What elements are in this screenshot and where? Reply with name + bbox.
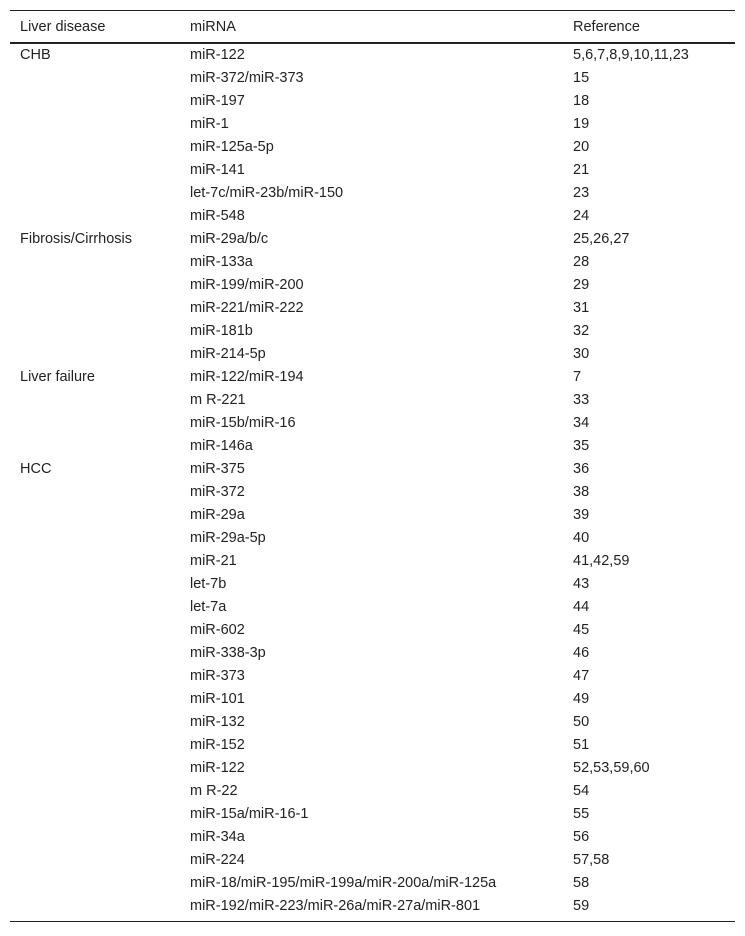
table-row	[10, 757, 735, 780]
reference-cell: 44	[573, 599, 590, 615]
table-row	[10, 895, 735, 922]
table-row	[10, 136, 735, 159]
mirna-cell: miR-29a-5p	[190, 530, 266, 546]
liver-disease-cell	[10, 274, 180, 297]
reference-cell: 31	[573, 300, 590, 316]
reference-cell: 32	[573, 323, 590, 339]
table-row	[10, 481, 735, 504]
mirna-cell: miR-373	[190, 668, 245, 684]
liver-disease-cell	[10, 734, 180, 757]
reference-cell: 47	[573, 668, 590, 684]
table-row	[10, 366, 735, 389]
mirna-cell: miR-548	[190, 208, 245, 224]
reference-cell: 35	[573, 438, 590, 454]
reference-cell: 40	[573, 530, 590, 546]
reference-cell: 58	[573, 875, 590, 891]
mirna-cell: miR-15a/miR-16-1	[190, 806, 309, 822]
liver-disease-cell: CHB	[20, 47, 51, 63]
liver-disease-cell	[10, 550, 180, 573]
table-row	[10, 780, 735, 803]
table-row	[10, 205, 735, 228]
mirna-cell: miR-122	[190, 760, 245, 776]
mirna-cell: miR-122/miR-194	[190, 369, 304, 385]
mirna-cell: miR-125a-5p	[190, 139, 274, 155]
header-row	[10, 11, 735, 44]
liver-disease-cell	[10, 113, 180, 136]
table-row	[10, 113, 735, 136]
table-row	[10, 665, 735, 688]
reference-cell: 59	[563, 895, 735, 922]
liver-disease-cell	[10, 688, 180, 711]
liver-disease-cell	[10, 343, 180, 366]
table-row	[10, 849, 735, 872]
table-row	[10, 251, 735, 274]
table-row	[10, 711, 735, 734]
reference-cell: 38	[573, 484, 590, 500]
mirna-cell: miR-181b	[190, 323, 253, 339]
mirna-cell: miR-221/miR-222	[190, 300, 304, 316]
mirna-cell: miR-152	[190, 737, 245, 753]
reference-cell: 51	[573, 737, 590, 753]
table-row	[10, 803, 735, 826]
liver-disease-cell	[10, 826, 180, 849]
liver-disease-cell	[10, 596, 180, 619]
reference-cell: 55	[573, 806, 590, 822]
reference-cell: 46	[573, 645, 590, 661]
table-row	[10, 159, 735, 182]
table-header	[10, 11, 735, 44]
liver-disease-cell	[10, 136, 180, 159]
liver-disease-cell	[10, 412, 180, 435]
liver-disease-cell	[10, 159, 180, 182]
reference-cell: 36	[573, 461, 590, 477]
reference-cell: 54	[573, 783, 590, 799]
header-mirna: miRNA	[180, 11, 563, 44]
mirna-cell: miR-372	[190, 484, 245, 500]
reference-cell: 28	[573, 254, 590, 270]
liver-disease-cell	[10, 481, 180, 504]
reference-cell: 56	[573, 829, 590, 845]
mirna-cell: m R-221	[190, 392, 246, 408]
liver-disease-cell	[10, 435, 180, 458]
reference-cell: 50	[573, 714, 590, 730]
table-row	[10, 872, 735, 895]
mirna-cell: miR-338-3p	[190, 645, 266, 661]
reference-cell: 52,53,59,60	[573, 760, 650, 776]
mirna-cell: let-7c/miR-23b/miR-150	[190, 185, 344, 201]
reference-cell: 25,26,27	[573, 231, 630, 247]
mirna-cell: miR-199/miR-200	[190, 277, 304, 293]
mirna-cell: miR-101	[190, 691, 245, 707]
reference-cell: 19	[573, 116, 590, 132]
reference-cell: 15	[573, 70, 590, 86]
liver-disease-cell	[10, 895, 180, 922]
table-row	[10, 596, 735, 619]
mirna-cell: miR-192/miR-223/miR-26a/miR-27a/miR-801	[180, 895, 563, 922]
reference-cell: 43	[573, 576, 590, 592]
reference-cell: 20	[573, 139, 590, 155]
liver-disease-cell: Liver failure	[20, 369, 95, 385]
mirna-cell: m R-22	[190, 783, 238, 799]
reference-cell: 23	[573, 185, 590, 201]
liver-disease-cell	[10, 780, 180, 803]
reference-cell: 33	[573, 392, 590, 408]
mirna-cell: let-7a	[190, 599, 227, 615]
reference-cell: 41,42,59	[573, 553, 630, 569]
liver-disease-cell: Fibrosis/Cirrhosis	[20, 231, 132, 247]
liver-disease-cell	[10, 504, 180, 527]
table-row	[10, 642, 735, 665]
reference-cell: 45	[573, 622, 590, 638]
table-row	[10, 527, 735, 550]
mirna-cell: let-7b	[190, 576, 227, 592]
liver-disease-cell	[10, 619, 180, 642]
reference-cell: 24	[573, 208, 590, 224]
reference-cell: 49	[573, 691, 590, 707]
reference-cell: 39	[573, 507, 590, 523]
header-reference: Reference	[563, 11, 735, 44]
reference-cell: 7	[573, 369, 582, 385]
reference-cell: 57,58	[573, 852, 610, 868]
table-row	[10, 412, 735, 435]
table-row	[10, 435, 735, 458]
table-row	[10, 228, 735, 251]
mirna-cell: miR-214-5p	[190, 346, 266, 362]
liver-disease-cell	[10, 757, 180, 780]
reference-cell: 5,6,7,8,9,10,11,23	[573, 47, 689, 63]
mirna-cell: miR-122	[190, 47, 245, 63]
reference-cell: 21	[573, 162, 590, 178]
reference-cell: 18	[573, 93, 590, 109]
liver-disease-cell	[10, 90, 180, 113]
header-liver-disease: Liver disease	[10, 11, 180, 44]
liver-disease-cell: HCC	[20, 461, 52, 477]
mirna-cell: miR-15b/miR-16	[190, 415, 296, 431]
mirna-cell: miR-29a	[190, 507, 245, 523]
mirna-cell: miR-34a	[190, 829, 245, 845]
table-row	[10, 343, 735, 366]
liver-disease-cell	[10, 297, 180, 320]
table-row	[10, 90, 735, 113]
mirna-cell: miR-375	[190, 461, 245, 477]
table-row	[10, 182, 735, 205]
mirna-cell: miR-29a/b/c	[190, 231, 269, 247]
mirna-cell: miR-1	[190, 116, 229, 132]
table-row	[10, 504, 735, 527]
liver-disease-cell	[10, 803, 180, 826]
table-row	[10, 67, 735, 90]
mirna-cell: miR-602	[190, 622, 245, 638]
liver-disease-cell	[10, 182, 180, 205]
reference-cell: 30	[573, 346, 590, 362]
liver-disease-cell	[10, 320, 180, 343]
mirna-cell: miR-141	[190, 162, 245, 178]
liver-disease-cell	[10, 389, 180, 412]
table-row	[10, 297, 735, 320]
mirna-cell: miR-18/miR-195/miR-199a/miR-200a/miR-125a	[190, 875, 497, 891]
table-row	[10, 826, 735, 849]
table-row	[10, 619, 735, 642]
mirna-cell: miR-21	[190, 553, 237, 569]
mirna-cell: miR-372/miR-373	[190, 70, 304, 86]
table-body	[10, 43, 735, 922]
mirna-cell: miR-133a	[190, 254, 253, 270]
mirna-table-container	[10, 10, 735, 922]
liver-disease-cell	[10, 251, 180, 274]
reference-cell: 34	[573, 415, 590, 431]
table-row	[10, 389, 735, 412]
liver-disease-cell	[10, 573, 180, 596]
reference-cell: 29	[573, 277, 590, 293]
table-row	[10, 688, 735, 711]
mirna-cell: miR-197	[190, 93, 245, 109]
mirna-cell: miR-132	[190, 714, 245, 730]
liver-disease-cell	[10, 849, 180, 872]
liver-disease-cell	[10, 205, 180, 228]
table-row	[10, 573, 735, 596]
liver-disease-cell	[10, 872, 180, 895]
table-row	[10, 458, 735, 481]
table-row	[10, 43, 735, 67]
mirna-liver-disease-table	[10, 10, 735, 922]
table-row	[10, 274, 735, 297]
liver-disease-cell	[10, 711, 180, 734]
table-row	[10, 550, 735, 573]
liver-disease-cell	[10, 67, 180, 90]
liver-disease-cell	[10, 642, 180, 665]
mirna-cell: miR-146a	[190, 438, 253, 454]
table-row	[10, 320, 735, 343]
mirna-cell: miR-224	[190, 852, 245, 868]
table-row	[10, 734, 735, 757]
liver-disease-cell	[10, 527, 180, 550]
liver-disease-cell	[10, 665, 180, 688]
